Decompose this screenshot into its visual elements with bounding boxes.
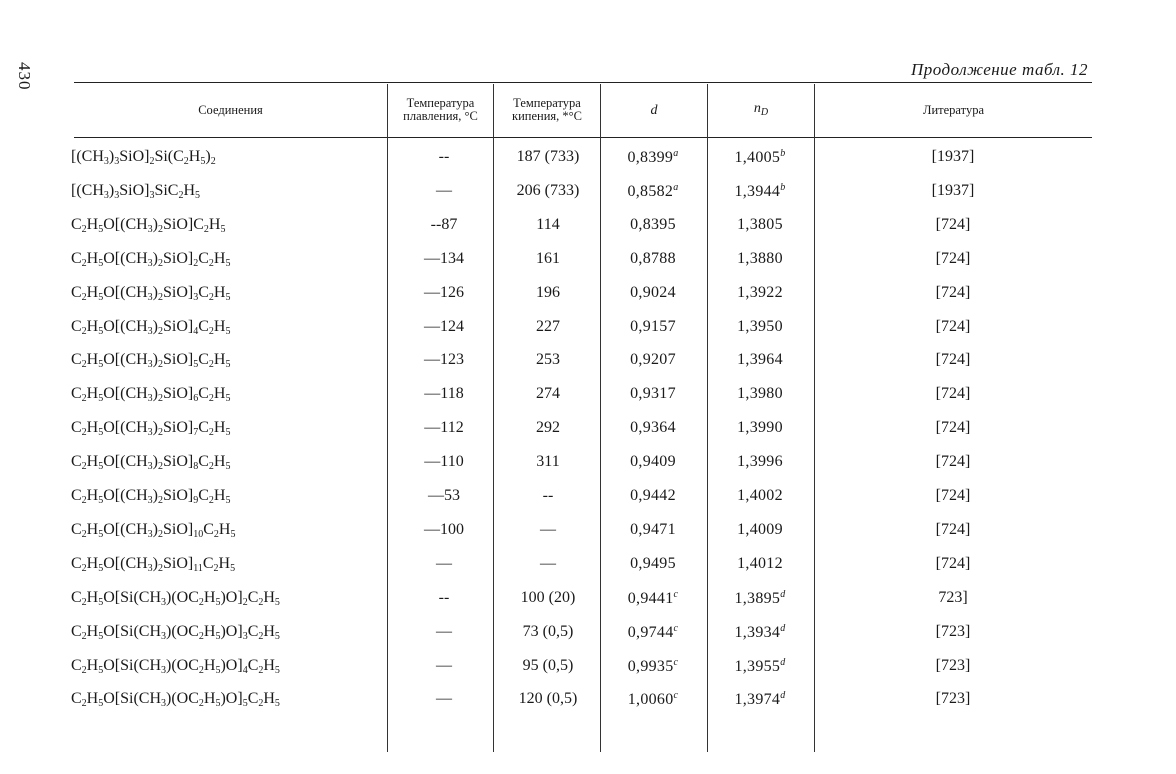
boiling-point-value: 161 bbox=[536, 249, 560, 267]
table-row bbox=[71, 215, 1092, 249]
table-row bbox=[71, 487, 1092, 520]
compound-formula: $C_2H_5O[(CH_3)_2SiO]_8C_2H_5$ bbox=[71, 453, 231, 473]
table-row bbox=[71, 622, 1092, 656]
literature-reference: [724] bbox=[935, 317, 971, 335]
density-value: 0,9744$^c$ bbox=[627, 622, 679, 641]
density-value: 0,9364 bbox=[630, 419, 676, 437]
boiling-point-value: 206 (733) bbox=[516, 181, 580, 199]
literature-reference: [724] bbox=[935, 385, 971, 403]
table-row bbox=[71, 690, 1092, 723]
melting-point-value: --87 bbox=[430, 215, 458, 233]
refractive-index-value: 1,3895$^d$ bbox=[734, 588, 786, 607]
literature-reference: [724] bbox=[935, 520, 971, 538]
boiling-point-value: 292 bbox=[536, 419, 560, 437]
compound-formula: $[(CH_3)_3SiO]_3SiC_2H_5$ bbox=[71, 181, 201, 201]
header-boiling-point: Температура кипения, *°С bbox=[512, 96, 582, 123]
table-row bbox=[71, 453, 1092, 486]
literature-reference: [724] bbox=[935, 419, 971, 437]
boiling-point-value: 73 (0,5) bbox=[522, 622, 574, 640]
melting-point-value: — bbox=[436, 656, 452, 674]
boiling-point-value: 114 bbox=[536, 215, 560, 233]
boiling-point-value: 187 (733) bbox=[516, 148, 580, 165]
compound-formula: $C_2H_5O[(CH_3)_2SiO]_4C_2H_5$ bbox=[71, 317, 231, 337]
refractive-index-value: 1,3922 bbox=[737, 283, 783, 301]
melting-point-value: — bbox=[436, 554, 452, 572]
compound-formula: $C_2H_5O[Si(CH_3)(OC_2H_5)O]_3C_2H_5$ bbox=[71, 622, 280, 642]
literature-reference: [724] bbox=[935, 283, 971, 301]
compound-formula: $C_2H_5O[(CH_3)_2SiO]C_2H_5$ bbox=[71, 215, 226, 235]
table-row bbox=[71, 656, 1092, 690]
density-value: 0,9471 bbox=[630, 520, 676, 538]
table-row bbox=[71, 554, 1092, 588]
melting-point-value: —118 bbox=[424, 385, 464, 403]
literature-reference: [1937] bbox=[931, 148, 975, 165]
compound-formula: $C_2H_5O[(CH_3)_2SiO]_9C_2H_5$ bbox=[71, 487, 231, 506]
refractive-index-value: 1,3996 bbox=[737, 453, 783, 471]
density-value: 0,8399$^a$ bbox=[627, 148, 679, 166]
table-row bbox=[71, 283, 1092, 317]
boiling-point-value: 120 (0,5) bbox=[518, 690, 578, 708]
melting-point-value: —53 bbox=[428, 487, 460, 504]
compound-formula: $[(CH_3)_3SiO]_2Si(C_2H_5)_2$ bbox=[71, 148, 216, 167]
density-value: 0,9157 bbox=[630, 317, 676, 335]
compound-formula: $C_2H_5O[Si(CH_3)(OC_2H_5)O]_5C_2H_5$ bbox=[71, 690, 280, 710]
refractive-index-value: 1,3805 bbox=[737, 215, 783, 233]
boiling-point-value: — bbox=[540, 520, 556, 538]
density-value: 0,9441$^c$ bbox=[627, 588, 679, 607]
boiling-point-value: 274 bbox=[536, 385, 560, 403]
melting-point-value: -- bbox=[438, 148, 450, 165]
refractive-index-value: 1,3974$^d$ bbox=[734, 690, 786, 709]
density-value: 0,8582$^a$ bbox=[627, 181, 679, 200]
table-row bbox=[71, 351, 1092, 384]
refractive-index-value: 1,3964 bbox=[737, 351, 783, 369]
refractive-index-value: 1,3980 bbox=[737, 385, 783, 403]
density-value: 0,9207 bbox=[630, 351, 676, 369]
table-continuation-caption: Продолжение табл. 12 bbox=[910, 60, 1088, 79]
density-value: 0,9442 bbox=[630, 487, 676, 504]
compound-formula: $C_2H_5O[(CH_3)_2SiO]_{11}C_2H_5$ bbox=[71, 554, 236, 574]
boiling-point-value: 95 (0,5) bbox=[522, 656, 574, 674]
literature-reference: [723] bbox=[935, 690, 971, 708]
refraction-header-text: $n_D$ bbox=[753, 100, 769, 118]
table-row bbox=[71, 385, 1092, 418]
refractive-index-value: 1,3955$^d$ bbox=[734, 656, 786, 675]
table-row bbox=[71, 520, 1092, 554]
melting-point-value: — bbox=[436, 622, 452, 640]
table-row bbox=[71, 317, 1092, 351]
literature-reference: [1937] bbox=[931, 181, 975, 199]
literature-reference: [724] bbox=[935, 351, 971, 369]
compound-formula: $C_2H_5O[(CH_3)_2SiO]_3C_2H_5$ bbox=[71, 283, 231, 303]
table-top-rule bbox=[74, 82, 1092, 83]
literature-reference: [724] bbox=[935, 453, 971, 471]
melting-point-value: —100 bbox=[424, 520, 464, 538]
melting-point-value: —134 bbox=[424, 249, 464, 267]
literature-reference: [724] bbox=[935, 554, 971, 572]
density-value: 0,9409 bbox=[630, 453, 676, 471]
table-header-rule bbox=[74, 137, 1092, 138]
refractive-index-value: 1,4002 bbox=[737, 487, 783, 504]
density-value: 0,9495 bbox=[630, 554, 676, 572]
table-row bbox=[71, 588, 1092, 622]
compound-formula: $C_2H_5O[Si(CH_3)(OC_2H_5)O]_4C_2H_5$ bbox=[71, 656, 280, 676]
table-row bbox=[71, 181, 1092, 215]
boiling-point-value: 196 bbox=[536, 283, 560, 301]
boiling-point-value: 100 (20) bbox=[520, 588, 576, 606]
boiling-point-value: — bbox=[540, 554, 556, 572]
refractive-index-value: 1,3944$^b$ bbox=[734, 181, 786, 200]
literature-reference: [724] bbox=[935, 487, 971, 504]
density-value: 1,0060$^c$ bbox=[627, 690, 679, 709]
table-row bbox=[71, 148, 1092, 181]
refractive-index-value: 1,4009 bbox=[737, 520, 783, 538]
table-row bbox=[71, 249, 1092, 283]
page-number: 430 bbox=[15, 62, 34, 91]
melting-point-value: —124 bbox=[424, 317, 464, 335]
melting-point-value: —126 bbox=[424, 283, 464, 301]
header-density: d bbox=[650, 102, 658, 118]
header-compound: Соединения bbox=[198, 102, 263, 117]
table-row bbox=[71, 419, 1092, 452]
refractive-index-value: 1,4005$^b$ bbox=[734, 148, 786, 166]
refractive-index-value: 1,3880 bbox=[737, 249, 783, 267]
refractive-index-value: 1,3990 bbox=[737, 419, 783, 437]
compound-formula: $C_2H_5O[(CH_3)_2SiO]_5C_2H_5$ bbox=[71, 351, 231, 371]
density-value: 0,8395 bbox=[630, 215, 676, 233]
density-value: 0,8788 bbox=[630, 249, 676, 267]
compound-formula: $C_2H_5O[(CH_3)_2SiO]_7C_2H_5$ bbox=[71, 419, 231, 439]
literature-reference: [724] bbox=[935, 215, 971, 233]
header-refractive-index bbox=[708, 84, 814, 136]
compound-formula: $C_2H_5O[(CH_3)_2SiO]_2C_2H_5$ bbox=[71, 249, 231, 269]
literature-reference: 723] bbox=[938, 588, 968, 606]
density-value: 0,9317 bbox=[630, 385, 676, 403]
literature-reference: [723] bbox=[935, 656, 971, 674]
boiling-point-value: 311 bbox=[536, 453, 560, 471]
refractive-index-value: 1,3950 bbox=[737, 317, 783, 335]
refractive-index-value: 1,3934$^d$ bbox=[734, 622, 786, 641]
boiling-point-value: 253 bbox=[536, 351, 560, 369]
header-literature: Литература bbox=[923, 102, 984, 117]
melting-point-value: — bbox=[436, 690, 452, 708]
compound-formula: $C_2H_5O[Si(CH_3)(OC_2H_5)O]_2C_2H_5$ bbox=[71, 588, 280, 608]
boiling-point-value: 227 bbox=[536, 317, 560, 335]
header-melting-point: Температура плавления, °С bbox=[403, 96, 478, 123]
melting-point-value: —110 bbox=[424, 453, 464, 471]
melting-point-value: -- bbox=[438, 588, 450, 606]
melting-point-value: — bbox=[436, 181, 452, 199]
boiling-point-value: -- bbox=[542, 487, 554, 504]
compound-formula: $C_2H_5O[(CH_3)_2SiO]_{10}C_2H_5$ bbox=[71, 520, 236, 540]
melting-point-value: —112 bbox=[424, 419, 464, 437]
compound-formula: $C_2H_5O[(CH_3)_2SiO]_6C_2H_5$ bbox=[71, 385, 231, 405]
density-value: 0,9935$^c$ bbox=[627, 656, 679, 675]
literature-reference: [723] bbox=[935, 622, 971, 640]
literature-reference: [724] bbox=[935, 249, 971, 267]
melting-point-value: —123 bbox=[424, 351, 464, 369]
density-value: 0,9024 bbox=[630, 283, 676, 301]
refractive-index-value: 1,4012 bbox=[737, 554, 783, 572]
